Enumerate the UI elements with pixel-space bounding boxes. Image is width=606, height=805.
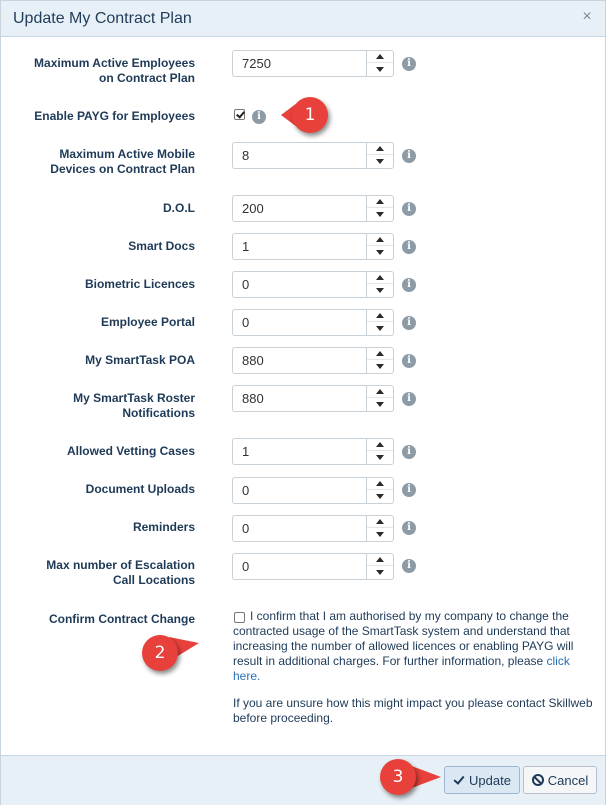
- confirm-contract-change-label: Confirm Contract Change: [48, 612, 195, 626]
- caret-down-icon: [376, 364, 384, 369]
- update-button[interactable]: [444, 766, 520, 794]
- check-icon: [453, 774, 465, 786]
- caret-down-icon: [376, 288, 384, 293]
- increment-button[interactable]: [367, 439, 393, 451]
- spin-buttons: [366, 348, 393, 373]
- enable-payg-checkbox[interactable]: [234, 109, 245, 120]
- increment-button[interactable]: [367, 310, 393, 322]
- spin-buttons: [366, 478, 393, 503]
- info-icon[interactable]: i: [402, 354, 416, 368]
- caret-up-icon: [376, 146, 384, 151]
- smart-docs-stepper: [232, 233, 394, 260]
- biometric-licences-label: Biometric Licences: [84, 277, 195, 291]
- info-icon[interactable]: i: [252, 110, 266, 124]
- label-line: Maximum Active Employees: [34, 56, 195, 70]
- biometric-licences-stepper: [232, 271, 394, 298]
- decrement-button[interactable]: [367, 528, 393, 540]
- document-uploads-input[interactable]: [233, 478, 367, 503]
- caret-down-icon: [376, 570, 384, 575]
- caret-down-icon: [376, 67, 384, 72]
- vetting-cases-stepper: [232, 438, 394, 465]
- spin-buttons: [366, 439, 393, 464]
- smarttask-roster-stepper: [232, 385, 394, 412]
- caret-up-icon: [376, 351, 384, 356]
- decrement-button[interactable]: [367, 155, 393, 167]
- reminders-label: Reminders: [132, 520, 195, 534]
- decrement-button[interactable]: [367, 63, 393, 75]
- escalation-locations-stepper: [232, 553, 394, 580]
- modal-header: [1, 1, 605, 37]
- label-line: Maximum Active Mobile: [59, 147, 195, 161]
- spin-buttons: [366, 310, 393, 335]
- increment-button[interactable]: [367, 272, 393, 284]
- max-mobile-devices-input[interactable]: [233, 143, 367, 168]
- cancel-button[interactable]: [523, 766, 597, 794]
- increment-button[interactable]: [367, 143, 393, 155]
- caret-down-icon: [376, 494, 384, 499]
- label-line: on Contract Plan: [98, 71, 195, 85]
- smart-docs-input[interactable]: [233, 234, 367, 259]
- increment-button[interactable]: [367, 348, 393, 360]
- caret-down-icon: [376, 402, 384, 407]
- decrement-button[interactable]: [367, 360, 393, 372]
- employee-portal-input[interactable]: [233, 310, 367, 335]
- label-line: Call Locations: [112, 573, 195, 587]
- info-icon[interactable]: i: [402, 149, 416, 163]
- confirm-statement: [233, 609, 593, 684]
- vetting-cases-input[interactable]: [233, 439, 367, 464]
- info-icon[interactable]: i: [402, 240, 416, 254]
- spin-buttons: [366, 516, 393, 541]
- caret-down-icon: [376, 455, 384, 460]
- increment-button[interactable]: [367, 516, 393, 528]
- decrement-button[interactable]: [367, 398, 393, 410]
- smarttask-poa-input[interactable]: [233, 348, 367, 373]
- smarttask-poa-stepper: [232, 347, 394, 374]
- modal-title: Update My Contract Plan: [13, 10, 192, 27]
- decrement-button[interactable]: [367, 322, 393, 334]
- label-line: Notifications: [122, 406, 195, 420]
- ban-icon: [532, 774, 544, 786]
- caret-up-icon: [376, 481, 384, 486]
- allowed-vetting-cases-label: Allowed Vetting Cases: [66, 444, 195, 458]
- caret-up-icon: [376, 237, 384, 242]
- info-icon[interactable]: i: [402, 57, 416, 71]
- increment-button[interactable]: [367, 196, 393, 208]
- increment-button[interactable]: [367, 554, 393, 566]
- decrement-button[interactable]: [367, 208, 393, 220]
- unsure-notice: If you are unsure how this might impact you please contact Skillweb before proceeding.: [233, 696, 593, 725]
- callout-badge-1: 1: [292, 97, 328, 133]
- decrement-button[interactable]: [367, 284, 393, 296]
- label-line: My SmartTask Roster: [73, 391, 195, 405]
- max-active-employees-stepper: [232, 50, 394, 77]
- caret-up-icon: [376, 557, 384, 562]
- increment-button[interactable]: [367, 478, 393, 490]
- document-uploads-stepper: [232, 477, 394, 504]
- spin-buttons: [366, 386, 393, 411]
- callout-badge-3: 3: [380, 759, 416, 795]
- caret-up-icon: [376, 519, 384, 524]
- decrement-button[interactable]: [367, 490, 393, 502]
- close-icon[interactable]: ×: [582, 8, 592, 25]
- decrement-button[interactable]: [367, 566, 393, 578]
- increment-button[interactable]: [367, 386, 393, 398]
- info-icon[interactable]: i: [402, 278, 416, 292]
- smarttask-roster-notifications-label: [0, 391, 195, 421]
- label-line: Max number of Escalation: [46, 558, 195, 572]
- info-icon[interactable]: i: [402, 316, 416, 330]
- label-line: Devices on Contract Plan: [50, 162, 195, 176]
- info-icon[interactable]: i: [402, 521, 416, 535]
- cancel-button-label: Cancel: [547, 772, 589, 788]
- max-active-employees-input[interactable]: [233, 51, 367, 76]
- smarttask-poa-label: My SmartTask POA: [85, 353, 195, 367]
- caret-up-icon: [376, 442, 384, 447]
- caret-down-icon: [376, 326, 384, 331]
- enable-payg-label: Enable PAYG for Employees: [34, 109, 195, 123]
- max-mobile-devices-stepper: [232, 142, 394, 169]
- escalation-locations-input[interactable]: [233, 554, 367, 579]
- dol-input[interactable]: [233, 196, 367, 221]
- increment-button[interactable]: [367, 234, 393, 246]
- biometric-licences-input[interactable]: [233, 272, 367, 297]
- spin-buttons: [366, 51, 393, 76]
- spin-buttons: [366, 196, 393, 221]
- caret-down-icon: [376, 212, 384, 217]
- caret-up-icon: [376, 389, 384, 394]
- caret-up-icon: [376, 313, 384, 318]
- dol-stepper: [232, 195, 394, 222]
- smart-docs-label: Smart Docs: [128, 239, 195, 253]
- caret-down-icon: [376, 250, 384, 255]
- info-icon[interactable]: i: [402, 483, 416, 497]
- update-button-label: Update: [469, 772, 511, 788]
- click-here-link[interactable]: click here.: [233, 654, 570, 683]
- spin-buttons: [366, 234, 393, 259]
- increment-button[interactable]: [367, 51, 393, 63]
- dol-label: D.O.L: [163, 201, 195, 215]
- employee-portal-stepper: [232, 309, 394, 336]
- caret-down-icon: [376, 159, 384, 164]
- reminders-stepper: [232, 515, 394, 542]
- caret-down-icon: [376, 532, 384, 537]
- info-icon[interactable]: i: [402, 559, 416, 573]
- modal-footer: [1, 755, 605, 805]
- callout-badge-2: 2: [142, 635, 178, 671]
- info-icon[interactable]: i: [402, 392, 416, 406]
- decrement-button[interactable]: [367, 246, 393, 258]
- caret-up-icon: [376, 199, 384, 204]
- info-icon[interactable]: i: [402, 445, 416, 459]
- max-active-employees-label: [0, 56, 195, 86]
- employee-portal-label: Employee Portal: [100, 315, 195, 329]
- caret-up-icon: [376, 275, 384, 280]
- spin-buttons: [366, 143, 393, 168]
- escalation-call-locations-label: [0, 558, 195, 588]
- info-icon[interactable]: i: [402, 202, 416, 216]
- document-uploads-label: Document Uploads: [85, 482, 195, 496]
- decrement-button[interactable]: [367, 451, 393, 463]
- reminders-input[interactable]: [233, 516, 367, 541]
- confirm-statement-text: I confirm that I am authorised by my company to change the contracted usage of the SmartTask system and understand that increasing the number of allowed licences or enabling PAYG will result in additional charges. For further information, please: [233, 609, 574, 668]
- spin-buttons: [366, 554, 393, 579]
- spin-buttons: [366, 272, 393, 297]
- max-active-mobile-devices-label: [0, 147, 195, 177]
- caret-up-icon: [376, 54, 384, 59]
- smarttask-roster-input[interactable]: [233, 386, 367, 411]
